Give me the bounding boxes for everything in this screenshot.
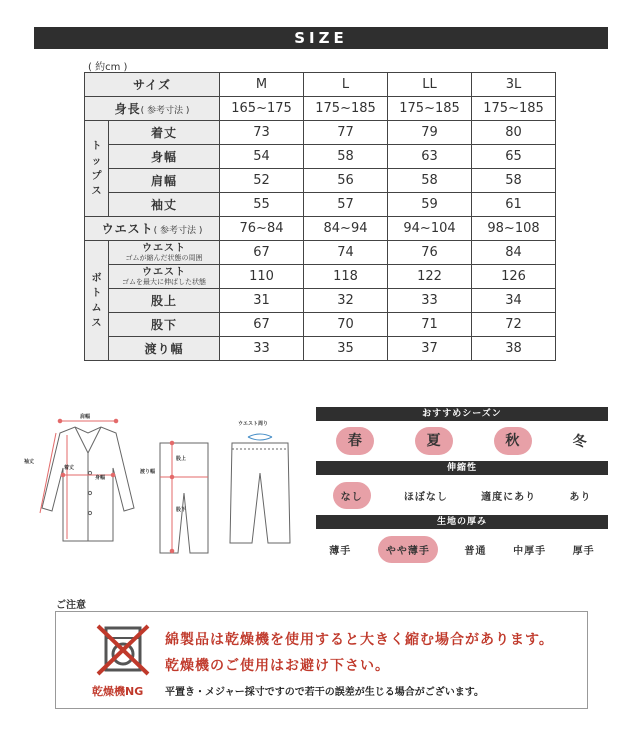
row-label: 肩幅 bbox=[109, 169, 220, 193]
table-cell: 65 bbox=[472, 145, 556, 169]
table-cell: 76~84 bbox=[220, 217, 304, 241]
shirt-icon bbox=[42, 427, 134, 541]
table-cell: 52 bbox=[220, 169, 304, 193]
row-label: 股上 bbox=[109, 289, 220, 313]
row-label: 身幅 bbox=[109, 145, 220, 169]
row-label: ウエスト ゴムが縮んだ状態の周囲 bbox=[109, 241, 220, 265]
dryer-ng-label: 乾燥機NG bbox=[92, 685, 144, 698]
row-label: 着丈 bbox=[109, 121, 220, 145]
waist-label: ウエスト bbox=[101, 222, 154, 236]
size-header: L bbox=[304, 73, 388, 97]
table-cell: 74 bbox=[304, 241, 388, 265]
waist-around-label: ウエスト周り bbox=[238, 421, 269, 427]
table-cell: 55 bbox=[220, 193, 304, 217]
row-label: 袖丈 bbox=[109, 193, 220, 217]
table-row bbox=[85, 337, 556, 361]
row-label: ウエスト ゴムを最大に伸ばした状態 bbox=[109, 265, 220, 289]
table-cell: 67 bbox=[220, 313, 304, 337]
row-label: 渡り幅 bbox=[109, 337, 220, 361]
thickness-thick: 厚手 bbox=[572, 545, 595, 557]
table-cell: 175~185 bbox=[388, 97, 472, 121]
inseam-label: 股下 bbox=[176, 507, 187, 513]
thickness-thin: 薄手 bbox=[329, 545, 352, 557]
table-cell: 56 bbox=[304, 169, 388, 193]
table-cell: 76 bbox=[388, 241, 472, 265]
table-cell: 84~94 bbox=[304, 217, 388, 241]
table-row bbox=[85, 289, 556, 313]
row-label: 股下 bbox=[109, 313, 220, 337]
bottoms-group-label: ボトムス bbox=[85, 241, 109, 361]
sleeve-label: 袖丈 bbox=[24, 459, 35, 465]
stretch-moderate: 適度にあり bbox=[481, 491, 537, 503]
tops-group-label: トップス bbox=[85, 121, 109, 217]
table-cell: 73 bbox=[220, 121, 304, 145]
season-winter: 冬 bbox=[572, 434, 588, 450]
note-warning-2: 乾燥機のご使用はお避け下さい。 bbox=[165, 658, 390, 674]
table-row bbox=[85, 241, 556, 265]
table-cell: 61 bbox=[472, 193, 556, 217]
height-label: 身長 bbox=[114, 102, 141, 116]
stretch-title: 伸縮性 bbox=[316, 461, 608, 475]
table-cell: 63 bbox=[388, 145, 472, 169]
shoulder-label: 肩幅 bbox=[80, 414, 91, 420]
table-cell: 94~104 bbox=[388, 217, 472, 241]
table-row bbox=[85, 313, 556, 337]
note-box bbox=[55, 611, 588, 709]
table-cell: 33 bbox=[220, 337, 304, 361]
thickness-title: 生地の厚み bbox=[316, 515, 608, 529]
size-banner: SIZE bbox=[34, 27, 608, 49]
height-note: ( 参考寸法 ) bbox=[140, 106, 190, 116]
table-cell: 175~185 bbox=[472, 97, 556, 121]
stretch-options bbox=[316, 475, 608, 515]
season-summer: 夏 bbox=[415, 427, 453, 455]
stretch-none: なし bbox=[333, 482, 371, 509]
table-row bbox=[85, 265, 556, 289]
thickness-options bbox=[316, 529, 608, 569]
size-header: LL bbox=[388, 73, 472, 97]
table-row bbox=[85, 169, 556, 193]
table-header-row bbox=[85, 73, 556, 97]
table-cell: 59 bbox=[388, 193, 472, 217]
table-cell: 77 bbox=[304, 121, 388, 145]
table-cell: 31 bbox=[220, 289, 304, 313]
table-row bbox=[85, 193, 556, 217]
table-cell: 38 bbox=[472, 337, 556, 361]
table-cell: 58 bbox=[472, 169, 556, 193]
waist-measure-arrow bbox=[248, 434, 272, 440]
pants-front-icon bbox=[230, 443, 290, 543]
table-cell: 35 bbox=[304, 337, 388, 361]
table-cell: 79 bbox=[388, 121, 472, 145]
thickness-normal: 普通 bbox=[464, 545, 487, 557]
table-cell: 67 bbox=[220, 241, 304, 265]
season-spring: 春 bbox=[336, 427, 374, 455]
thigh-label: 渡り幅 bbox=[140, 469, 156, 475]
table-cell: 37 bbox=[388, 337, 472, 361]
table-row bbox=[85, 217, 556, 241]
thickness-slightly-thin: やや薄手 bbox=[378, 536, 438, 563]
size-header-label: サイズ bbox=[85, 73, 220, 97]
table-cell: 58 bbox=[304, 145, 388, 169]
table-cell: 34 bbox=[472, 289, 556, 313]
size-header: M bbox=[220, 73, 304, 97]
table-cell: 54 bbox=[220, 145, 304, 169]
waist-row-label bbox=[85, 217, 220, 241]
length-label: 着丈 bbox=[64, 465, 75, 471]
body-width-label: 身幅 bbox=[95, 475, 106, 481]
measurement-diagram bbox=[20, 413, 300, 563]
table-cell: 58 bbox=[388, 169, 472, 193]
size-header: 3L bbox=[472, 73, 556, 97]
size-table bbox=[84, 72, 556, 361]
table-cell: 57 bbox=[304, 193, 388, 217]
table-cell: 33 bbox=[388, 289, 472, 313]
thickness-medium-thick: 中厚手 bbox=[513, 545, 547, 557]
season-options bbox=[316, 421, 608, 461]
unit-label: ( 約cm ) bbox=[88, 62, 128, 73]
season-title: おすすめシーズン bbox=[316, 407, 608, 421]
table-cell: 32 bbox=[304, 289, 388, 313]
table-row bbox=[85, 97, 556, 121]
table-cell: 98~108 bbox=[472, 217, 556, 241]
fabric-info-panel bbox=[316, 407, 608, 569]
height-row-label bbox=[85, 97, 220, 121]
note-warning-1: 綿製品は乾燥機を使用すると大きく縮む場合があります。 bbox=[165, 632, 554, 648]
table-cell: 71 bbox=[388, 313, 472, 337]
season-autumn: 秋 bbox=[494, 427, 532, 455]
table-cell: 122 bbox=[388, 265, 472, 289]
waist-note: ( 参考寸法 ) bbox=[153, 226, 203, 236]
stretch-yes: あり bbox=[569, 491, 592, 503]
stretch-almost-none: ほぼなし bbox=[403, 491, 448, 503]
table-cell: 118 bbox=[304, 265, 388, 289]
table-row bbox=[85, 145, 556, 169]
shirt-measure-lines bbox=[40, 419, 118, 539]
table-cell: 72 bbox=[472, 313, 556, 337]
table-row bbox=[85, 121, 556, 145]
table-cell: 84 bbox=[472, 241, 556, 265]
table-cell: 110 bbox=[220, 265, 304, 289]
table-cell: 175~185 bbox=[304, 97, 388, 121]
table-cell: 70 bbox=[304, 313, 388, 337]
table-cell: 126 bbox=[472, 265, 556, 289]
table-cell: 80 bbox=[472, 121, 556, 145]
table-cell: 165~175 bbox=[220, 97, 304, 121]
note-measure-disclaimer: 平置き・メジャー採寸ですので若干の誤差が生じる場合がございます。 bbox=[165, 687, 484, 698]
note-title: ご注意 bbox=[56, 600, 86, 611]
no-dryer-icon bbox=[94, 622, 152, 678]
rise-label: 股上 bbox=[176, 456, 187, 462]
